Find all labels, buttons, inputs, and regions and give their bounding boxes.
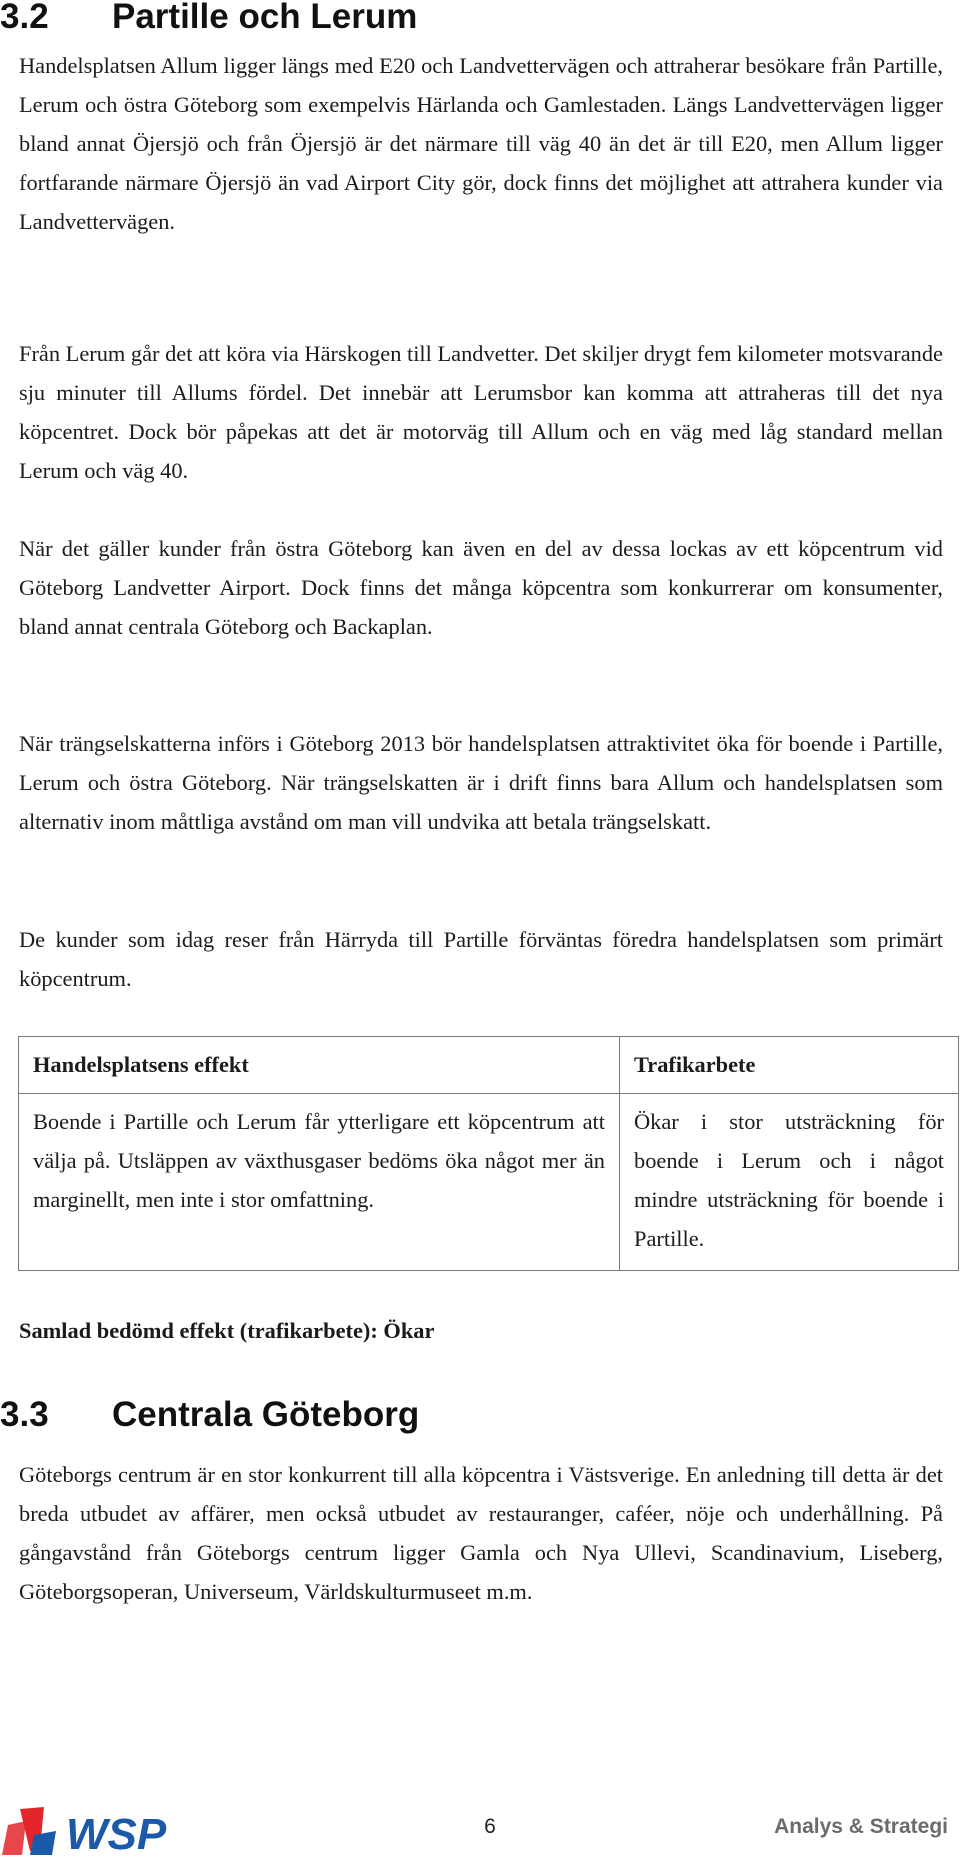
table-header-cell: Trafikarbete [620, 1037, 959, 1094]
wsp-logo [0, 1805, 210, 1855]
section-title: Centrala Göteborg [112, 1395, 420, 1434]
section-title: Partille och Lerum [112, 0, 418, 36]
paragraph: Göteborgs centrum är en stor konkurrent till alla köpcentra i Västsverige. En anledning till detta är det breda utbudet av affärer, men också utbudet av restauranger, caféer, nöje och underhållning. På gångavstånd från Göteborgs centrum ligger Gamla och Nya Ullevi, Scandinavium, Liseberg, Göteborgsoperan, Universeum, Världskulturmuseet m.m. [19, 1462, 943, 1604]
section-number: 3.2 [0, 0, 49, 36]
wsp-logo-icon [0, 1805, 210, 1857]
paragraph: När trängselskatterna införs i Göteborg 2013 bör handelsplatsen attraktivitet öka för boende i Partille, Lerum och östra Göteborg. När trängselskatten är i drift finns bara Allum och handelsplatsen som alternativ inom måttliga avstånd om man vill undvika att betala trängselskatt. [19, 731, 943, 834]
table-cell: Ökar i stor utsträckning för boende i Lerum och i något mindre utsträckning för boende i Partille. [620, 1094, 959, 1271]
logo-text: WSP [66, 1810, 167, 1857]
section-number: 3.3 [0, 1395, 49, 1434]
table-row [19, 1094, 959, 1271]
paragraph: De kunder som idag reser från Härryda till Partille förväntas föredra handelsplatsen som primärt köpcentrum. [19, 927, 943, 991]
effect-table [18, 1036, 959, 1271]
section-heading-3-2 [0, 0, 417, 37]
table-cell: Boende i Partille och Lerum får ytterligare ett köpcentrum att välja på. Utsläppen av växthusgaser bedöms öka något mer än marginellt, men inte i stor omfattning. [19, 1094, 620, 1271]
page-number: 6 [484, 1815, 496, 1838]
paragraph: Från Lerum går det att köra via Härskogen till Landvetter. Det skiljer drygt fem kilometer motsvarande sju minuter till Allums fördel. Det innebär att Lerumsbor kan komma att attraheras till det nya köpcentret. Dock bör påpekas att det är motorväg till Allum och en väg med låg standard mellan Lerum och väg 40. [19, 341, 943, 483]
paragraph: Handelsplatsen Allum ligger längs med E20 och Landvettervägen och attraherar besökare från Partille, Lerum och östra Göteborg som exempelvis Härlanda och Gamlestaden. Längs Landvettervägen ligger bland annat Öjersjö och från Öjersjö är det närmare till väg 40 än det är till E20, men Allum ligger fortfarande närmare Öjersjö än vad Airport City gör, dock finns det möjlighet att attrahera kunder via Landvettervägen. [19, 53, 943, 234]
table-header-row [19, 1037, 959, 1094]
footer-department: Analys & Strategi [774, 1815, 948, 1838]
summary-line: Samlad bedömd effekt (trafikarbete): Ökar [19, 1318, 435, 1343]
table-header-cell: Handelsplatsens effekt [19, 1037, 620, 1094]
paragraph: När det gäller kunder från östra Göteborg kan även en del av dessa lockas av ett köpcentrum vid Göteborg Landvetter Airport. Dock finns det många köpcentra som konkurrerar om konsumenter, bland annat centrala Göteborg och Backaplan. [19, 536, 943, 639]
section-heading-3-3 [0, 1395, 419, 1435]
